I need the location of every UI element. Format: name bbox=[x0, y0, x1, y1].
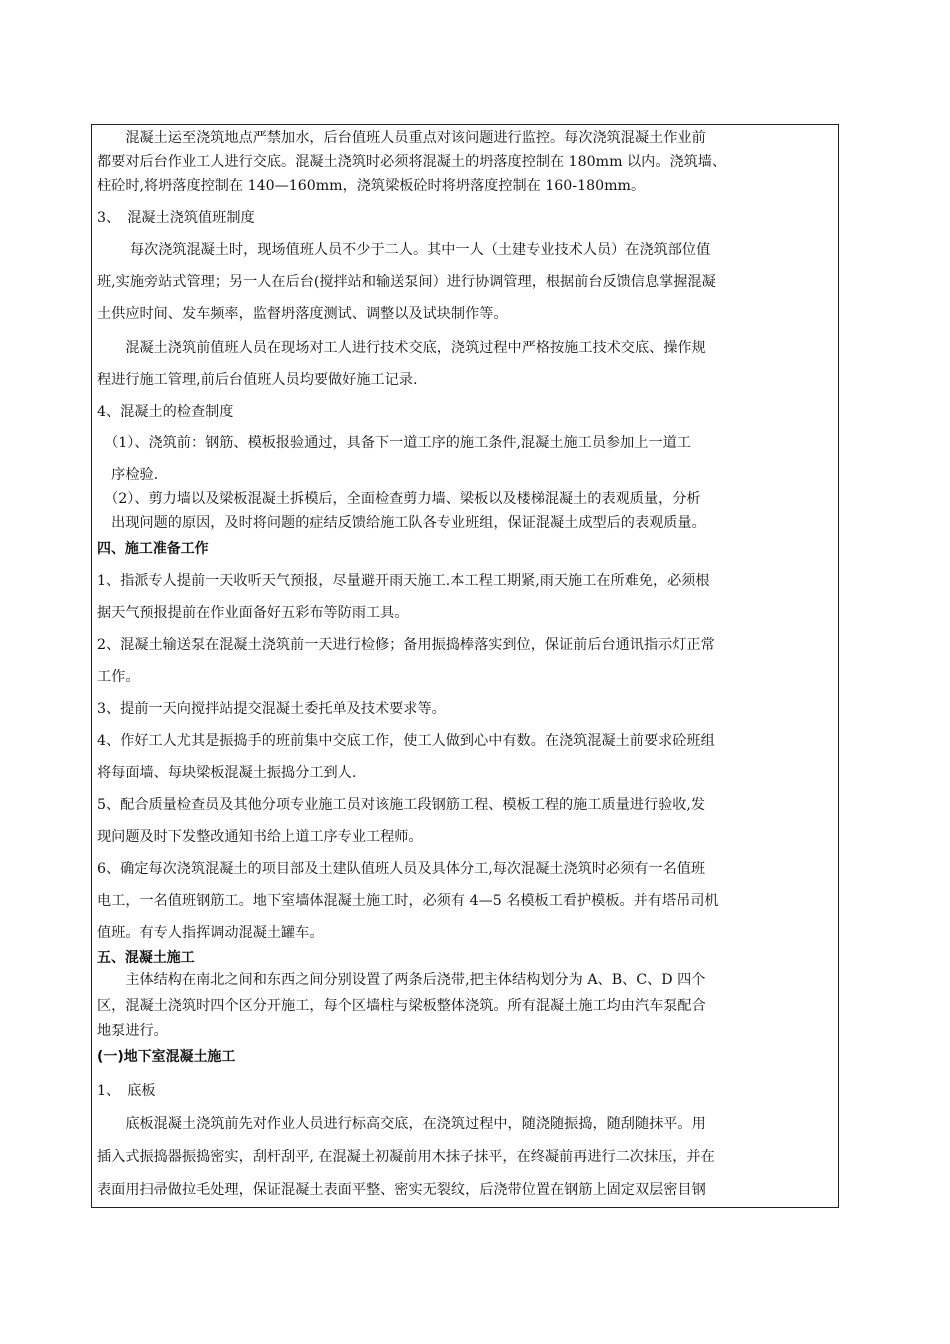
section-heading: 4、混凝土的检查制度 bbox=[97, 404, 234, 420]
text-line: 现问题及时下发整改通知书给上道工序专业工程师。 bbox=[97, 829, 423, 845]
text-line: 值班。有专人指挥调动混凝土罐车。 bbox=[97, 925, 324, 941]
section-heading: (一)地下室混凝土施工 bbox=[97, 1049, 236, 1065]
text-line: 将每面墙、每块梁板混凝土振捣分工到人. bbox=[97, 765, 357, 781]
text-line: 6、确定每次浇筑混凝土的项目部及土建队值班人员及具体分工,每次混凝土浇筑时必须有一名值班 bbox=[97, 861, 706, 877]
section-heading: 1、 底板 bbox=[97, 1083, 156, 1099]
text-line: 底板混凝土浇筑前先对作业人员进行标高交底，在浇筑过程中，随浇随振捣，随刮随抹平。用 bbox=[97, 1116, 706, 1132]
text-line: 表面用扫帚做拉毛处理，保证混凝土表面平整、密实无裂纹，后浇带位置在钢筋上固定双层密目钢 bbox=[97, 1182, 706, 1198]
text-line: （1）、浇筑前：钢筋、模板报验通过，具备下一道工序的施工条件,混凝土施工员参加上一道工 bbox=[97, 435, 691, 451]
text-line: 出现问题的原因，及时将问题的症结反馈给施工队各专业班组，保证混凝土成型后的表观质量。 bbox=[97, 515, 706, 531]
text-line: 5、配合质量检查员及其他分项专业施工员对该施工段钢筋工程、模板工程的施工质量进行验收,发 bbox=[97, 797, 706, 813]
text-line: 班,实施旁站式管理；另一人在后台(搅拌站和输送泵间）进行协调管理，根据前台反馈信息掌握混凝 bbox=[97, 274, 716, 290]
text-line: 插入式振捣器振捣密实，刮杆刮平, 在混凝土初凝前用木抹子抹平，在终凝前再进行二次抹压，并在 bbox=[97, 1149, 715, 1165]
text-line: 据天气预报提前在作业面备好五彩布等防雨工具。 bbox=[97, 605, 409, 621]
text-line: 工作。 bbox=[97, 669, 140, 685]
text-line: 柱砼时,将坍落度控制在 140—160mm，浇筑梁板砼时将坍落度控制在 160-180mm。 bbox=[97, 178, 646, 194]
text-line: 区，混凝土浇筑时四个区分开施工，每个区墙柱与梁板整体浇筑。所有混凝土施工均由汽车泵配合 bbox=[97, 998, 706, 1014]
text-line: 主体结构在南北之间和东西之间分别设置了两条后浇带,把主体结构划分为 A、B、C、D 四个 bbox=[97, 972, 706, 988]
text-line: （2）、剪力墙以及梁板混凝土拆模后，全面检查剪力墙、梁板以及楼梯混凝土的表观质量，分析 bbox=[97, 491, 701, 507]
text-line: 序检验. bbox=[97, 467, 159, 483]
text-line: 3、提前一天向搅拌站提交混凝土委托单及技术要求等。 bbox=[97, 701, 446, 717]
text-line: 程进行施工管理,前后台值班人员均要做好施工记录. bbox=[97, 372, 418, 388]
text-line: 都要对后台作业工人进行交底。混凝土浇筑时必须将混凝土的坍落度控制在 180mm 以内。浇筑墙、 bbox=[97, 154, 727, 170]
section-heading: 3、 混凝土浇筑值班制度 bbox=[97, 210, 255, 226]
text-line: 地泵进行。 bbox=[97, 1023, 168, 1039]
text-line: 2、混凝土输送泵在混凝土浇筑前一天进行检修；备用振捣棒落实到位，保证前后台通讯指示灯正常 bbox=[97, 637, 715, 653]
text-line: 4、作好工人尤其是振捣手的班前集中交底工作，使工人做到心中有数。在浇筑混凝土前要求砼班组 bbox=[97, 733, 715, 749]
text-line: 每次浇筑混凝土时，现场值班人员不少于二人。其中一人（土建专业技术人员）在浇筑部位值 bbox=[97, 242, 711, 258]
text-line: 混凝土运至浇筑地点严禁加水，后台值班人员重点对该问题进行监控。每次浇筑混凝土作业前 bbox=[97, 130, 706, 146]
text-line: 电工，一名值班钢筋工。地下室墙体混凝土施工时，必须有 4—5 名模板工看护模板。并有塔吊司机 bbox=[97, 893, 719, 909]
chapter-heading: 五、混凝土施工 bbox=[97, 950, 195, 966]
text-line: 1、指派专人提前一天收听天气预报，尽量避开雨天施工.本工程工期紧,雨天施工在所难免，必须根 bbox=[97, 573, 710, 589]
text-line: 土供应时间、发车频率，监督坍落度测试、调整以及试块制作等。 bbox=[97, 306, 508, 322]
text-line: 混凝土浇筑前值班人员在现场对工人进行技术交底，浇筑过程中严格按施工技术交底、操作规 bbox=[97, 340, 706, 356]
chapter-heading: 四、施工准备工作 bbox=[97, 541, 209, 557]
